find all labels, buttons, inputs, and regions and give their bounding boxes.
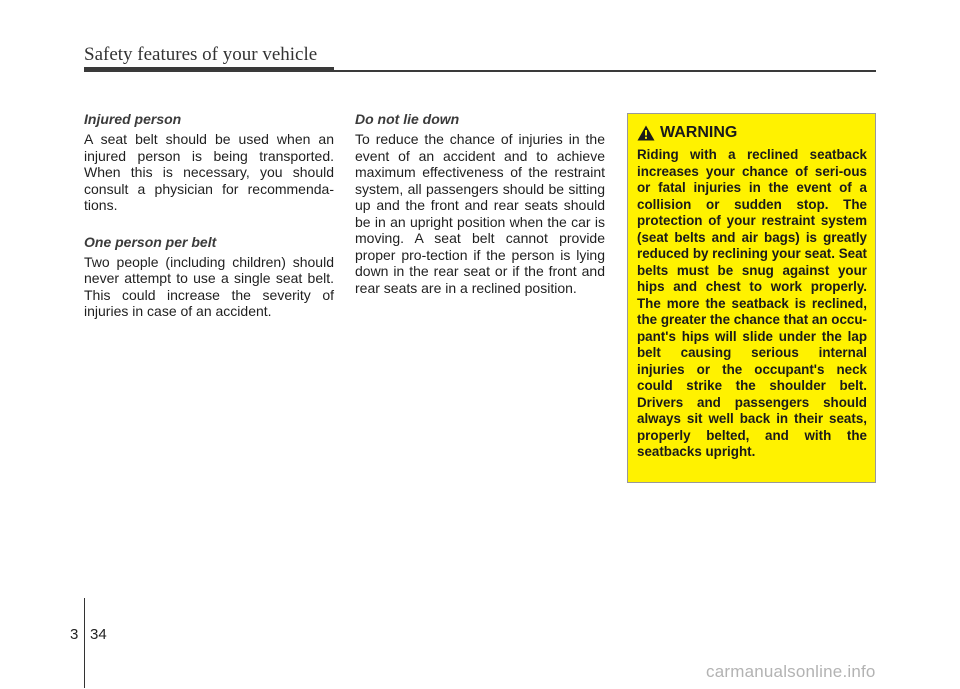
header-title: Safety features of your vehicle bbox=[84, 44, 318, 65]
left-column bbox=[84, 111, 334, 320]
warning-box bbox=[627, 113, 876, 483]
header-rule-thick bbox=[84, 67, 334, 72]
injured-person-text: A seat belt should be used when an injured person is being transported. When this is necessary, you should consult a physician for recommenda-tions. bbox=[84, 131, 334, 213]
do-not-lie-down-heading: Do not lie down bbox=[355, 111, 460, 127]
injured-person-heading: Injured person bbox=[84, 111, 182, 127]
middle-column bbox=[355, 111, 605, 296]
do-not-lie-down-section bbox=[355, 111, 605, 296]
warning-header bbox=[637, 124, 867, 142]
warning-title: WARNING bbox=[660, 124, 738, 141]
do-not-lie-down-text: To reduce the chance of injuries in the event of an accident and to achieve maximum effectiveness of the restraint system, all passengers should be sitting up and the front and rear seats should be in an upright position when the car is moving. A seat belt cannot provide proper pro-tection if the person is lying down in the rear seat or if the front and rear seats are in a reclined position. bbox=[355, 131, 605, 296]
one-person-per-belt-text: Two people (including children) should never attempt to use a single seat belt. This could increase the severity of injuries in case of an accident. bbox=[84, 253, 334, 319]
injured-person-section bbox=[84, 111, 334, 214]
header-rule-thin bbox=[334, 70, 876, 72]
warning-text: Riding with a reclined seatback increases your chance of seri-ous or fatal injuries in the event of a collision or sudden stop. The protection of your restraint system (seat belts and air bags) is greatly reduced by reclining your seat. Seat belts must be snug against your hips and chest to work properly. The more the seatback is reclined, the greater the chance that an occu-pant's hips will slide under the lap belt causing serious internal injuries or the occupant's neck could strike the shoulder belt. Drivers and passengers should always sit well back in their seats, properly belted, and with the seatbacks upright. bbox=[637, 147, 867, 459]
warning-triangle-icon bbox=[637, 125, 655, 141]
chapter-number: 3 bbox=[70, 626, 79, 643]
page-number: 34 bbox=[90, 626, 107, 643]
one-person-per-belt-section bbox=[84, 234, 334, 320]
footer-divider bbox=[84, 598, 85, 688]
one-person-per-belt-heading: One person per belt bbox=[84, 233, 217, 250]
watermark: carmanualsonline.info bbox=[706, 662, 876, 681]
